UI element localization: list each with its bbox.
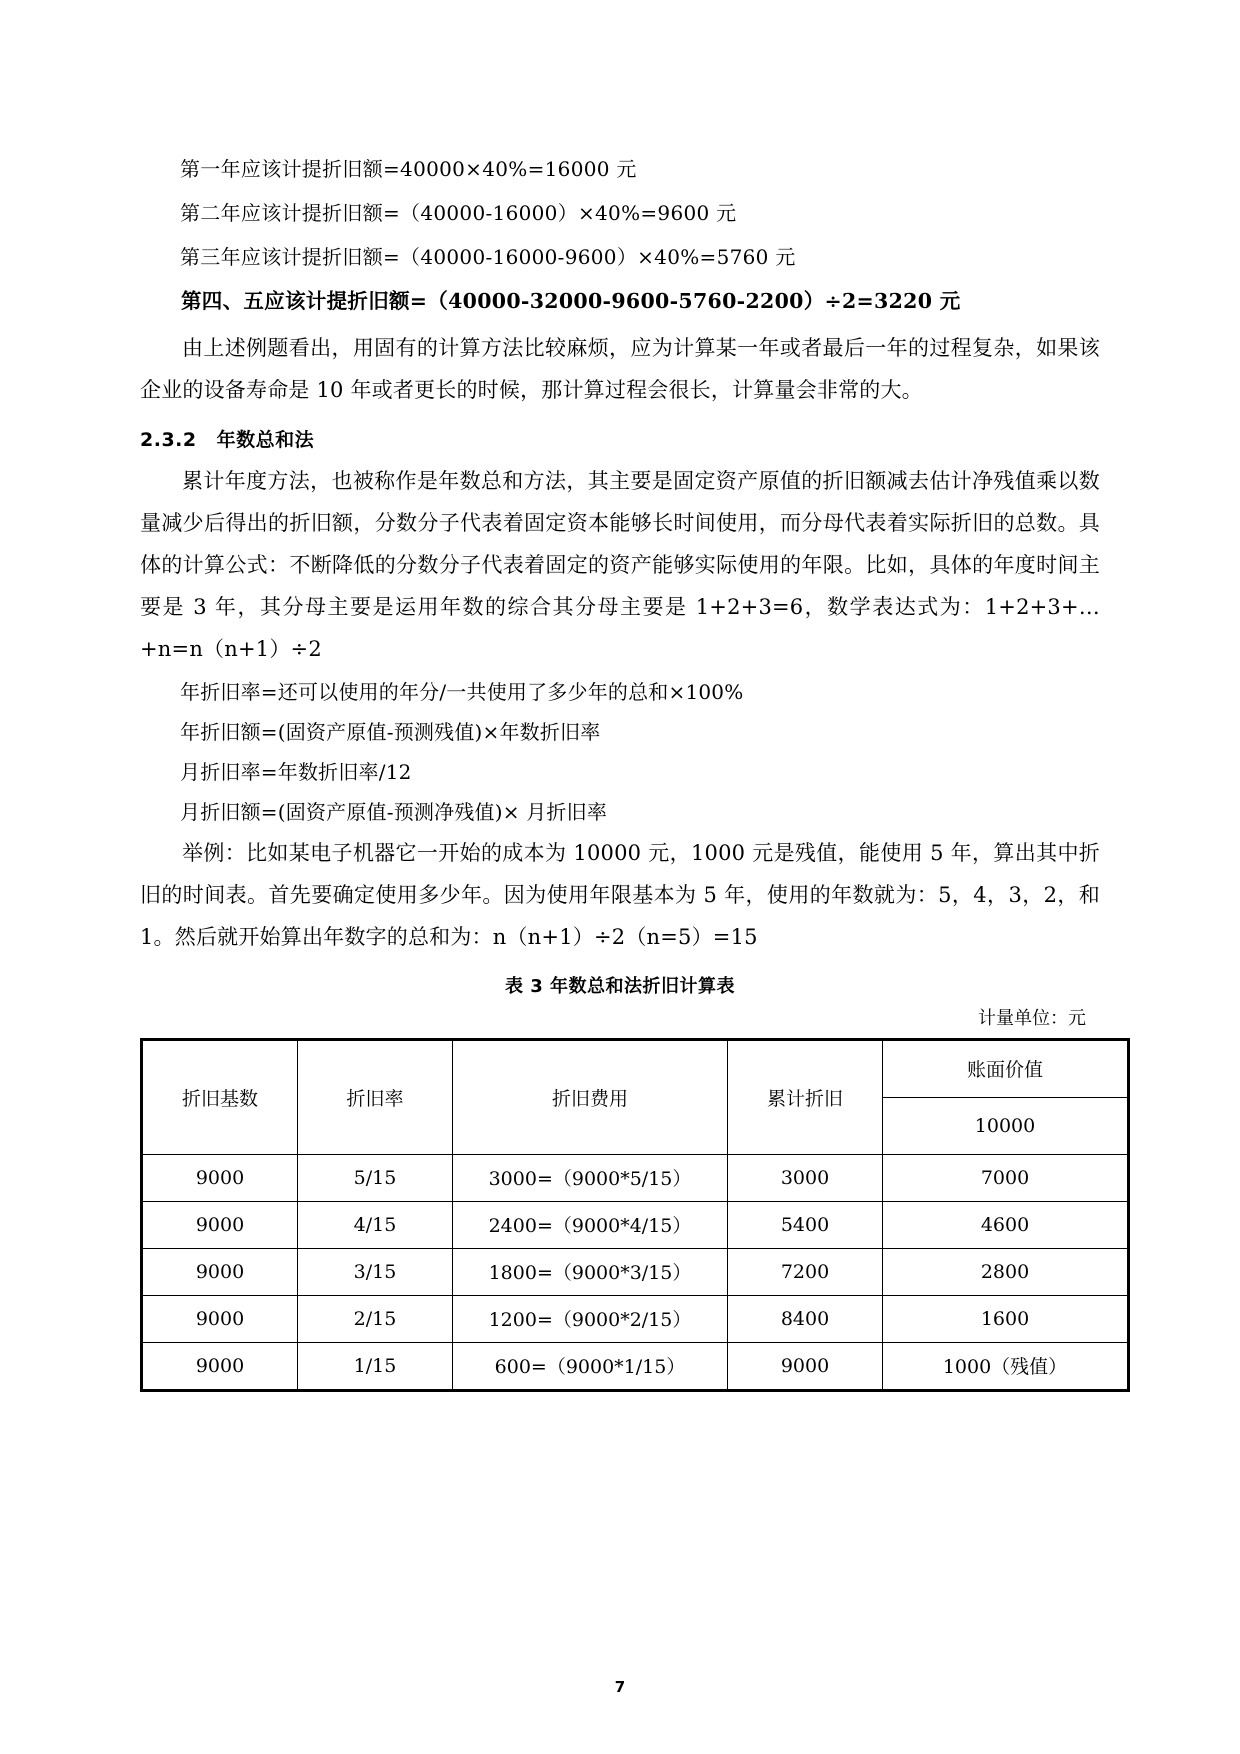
cell-base: 9000 [142, 1154, 298, 1201]
cell-expense: 600=（9000*1/15） [453, 1342, 728, 1390]
table-caption: 表 3 年数总和法折旧计算表 [504, 975, 736, 997]
equation-line-2: 第二年应该计提折旧额=（40000-16000）×40%=9600 元 [180, 201, 737, 225]
header-depreciation-base: 折旧基数 [142, 1039, 298, 1154]
section-heading-text: 年数总和法 [216, 428, 315, 451]
cell-book-value: 4600 [883, 1201, 1129, 1248]
section-heading-number: 2.3.2 [140, 428, 197, 451]
cell-accumulated: 5400 [728, 1201, 883, 1248]
formula-line-4: 月折旧额=(固资产原值-预测净残值)× 月折旧率 [180, 799, 608, 824]
cell-base: 9000 [142, 1248, 298, 1295]
body-paragraph-3: 举例：比如某电子机器它一开始的成本为 10000 元，1000 元是残值，能使用 5 年，算出其中折旧的时间表。首先要确定使用多少年。因为使用年限基本为 5 年，使用的年数就为：5，4，3，2，和 1。然后就开始算出年数字的总和为：n（n+1）÷2（n=5）=15 [140, 840, 1100, 949]
cell-rate: 2/15 [298, 1295, 453, 1342]
table-row [142, 1248, 1129, 1295]
cell-base: 9000 [142, 1201, 298, 1248]
table-unit-label: 计量单位：元 [978, 1007, 1086, 1029]
cell-base: 9000 [142, 1342, 298, 1390]
cell-book-value: 1600 [883, 1295, 1129, 1342]
page-number: 7 [614, 1678, 626, 1696]
cell-accumulated: 3000 [728, 1154, 883, 1201]
header-depreciation-expense: 折旧费用 [453, 1039, 728, 1154]
cell-expense: 2400=（9000*4/15） [453, 1201, 728, 1248]
cell-accumulated: 7200 [728, 1248, 883, 1295]
equation-line-1: 第一年应该计提折旧额=40000×40%=16000 元 [180, 157, 637, 181]
cell-rate: 3/15 [298, 1248, 453, 1295]
formula-line-3: 月折旧率=年数折旧率/12 [180, 759, 412, 784]
formula-line-2: 年折旧额=(固资产原值-预测残值)×年数折旧率 [180, 719, 601, 744]
table-header-row [142, 1039, 1129, 1097]
body-paragraph-2: 累计年度方法，也被称作是年数总和方法，其主要是固定资产原值的折旧额减去估计净残值乘以数量减少后得出的折旧额，分数分子代表着固定资本能够长时间使用，而分母代表着实际折旧的总数。具体的计算公式：不断降低的分数分子代表着固定的资产能够实际使用的年限。比如，具体的年度时间主要是 3 年，其分母主要是运用年数的综合其分母主要是 1+2+3=6，数学表达式为：1+2+3+…+n=n（n+1）÷2 [140, 468, 1100, 661]
header-depreciation-rate: 折旧率 [298, 1039, 453, 1154]
section-heading [140, 425, 1100, 452]
table-row [142, 1201, 1129, 1248]
cell-accumulated: 9000 [728, 1342, 883, 1390]
header-accumulated-depreciation: 累计折旧 [728, 1039, 883, 1154]
table-row [142, 1154, 1129, 1201]
cell-rate: 5/15 [298, 1154, 453, 1201]
depreciation-table [140, 1038, 1130, 1392]
cell-expense: 3000=（9000*5/15） [453, 1154, 728, 1201]
table-row [142, 1295, 1129, 1342]
cell-rate: 4/15 [298, 1201, 453, 1248]
cell-expense: 1800=（9000*3/15） [453, 1248, 728, 1295]
cell-expense: 1200=（9000*2/15） [453, 1295, 728, 1342]
cell-book-value: 2800 [883, 1248, 1129, 1295]
body-paragraph-1: 由上述例题看出，用固有的计算方法比较麻烦，应为计算某一年或者最后一年的过程复杂，如果该企业的设备寿命是 10 年或者更长的时候，那计算过程会很长，计算量会非常的大。 [140, 335, 1100, 402]
book-value-initial: 10000 [883, 1097, 1129, 1154]
equation-line-3: 第三年应该计提折旧额=（40000-16000-9600）×40%=5760 元 [180, 245, 796, 269]
equation-line-4: 第四、五应该计提折旧额=（40000-32000-9600-5760-2200）÷2=3220 元 [181, 289, 961, 313]
header-book-value: 账面价值 [883, 1039, 1129, 1097]
formula-line-1: 年折旧率=还可以使用的年分/一共使用了多少年的总和×100% [180, 679, 744, 704]
cell-book-value: 1000（残值） [883, 1342, 1129, 1390]
table-row [142, 1342, 1129, 1390]
cell-accumulated: 8400 [728, 1295, 883, 1342]
cell-rate: 1/15 [298, 1342, 453, 1390]
cell-base: 9000 [142, 1295, 298, 1342]
cell-book-value: 7000 [883, 1154, 1129, 1201]
